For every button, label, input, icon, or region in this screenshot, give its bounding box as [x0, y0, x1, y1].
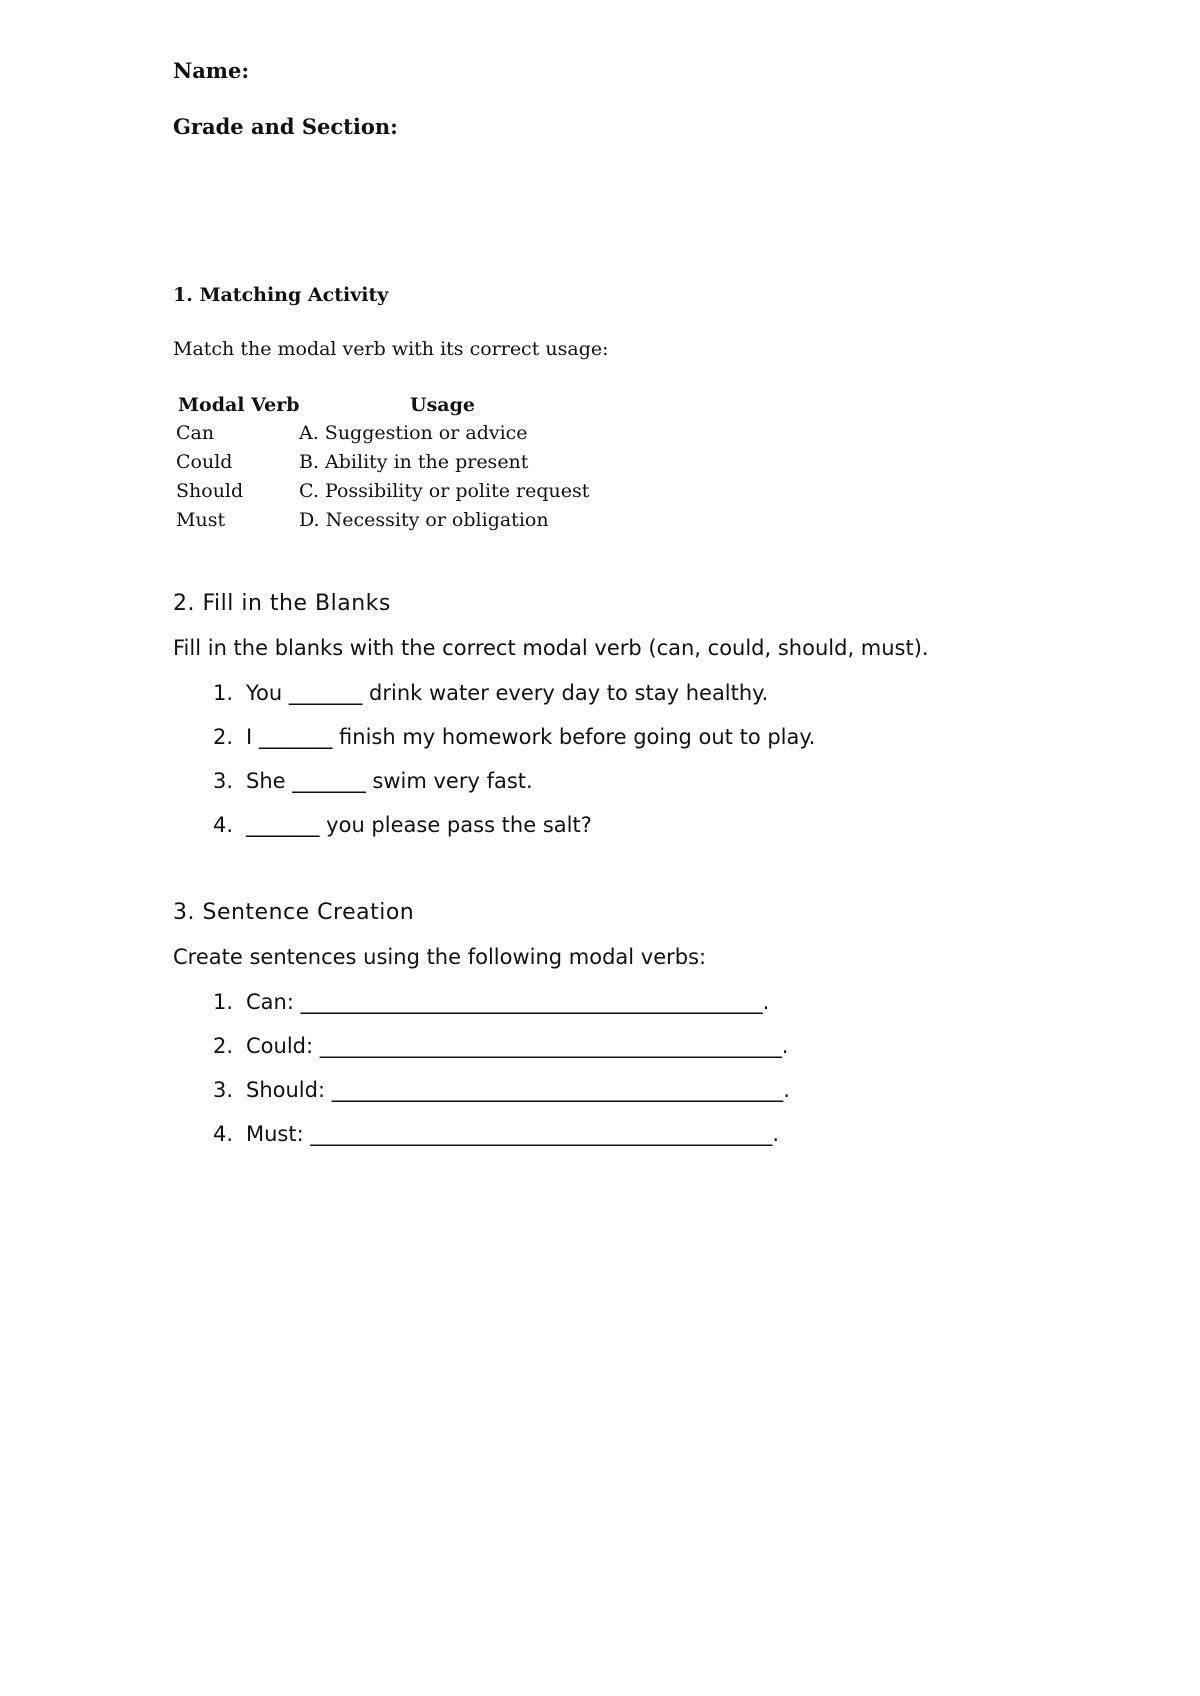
table-cell-usage: B. Ability in the present [299, 451, 529, 473]
section2-title: 2. Fill in the Blanks [173, 591, 391, 616]
section1-instruction: Match the modal verb with its correct usage: [173, 338, 609, 360]
section3-instruction: Create sentences using the following modal verbs: [173, 945, 707, 969]
table-cell-verb: Could [176, 451, 233, 473]
name-label: Name: [173, 58, 250, 83]
sentence-item[interactable]: Could: ____________________________________________. [246, 1034, 789, 1058]
fill-blank-item[interactable]: She _______ swim very fast. [246, 769, 533, 793]
list-number: 3. [212, 1078, 233, 1102]
sentence-item[interactable]: Should: ___________________________________________. [246, 1078, 790, 1102]
table-header-modal-verb: Modal Verb [178, 394, 300, 416]
list-number: 2. [212, 725, 233, 749]
fill-blank-item[interactable]: _______ you please pass the salt? [246, 813, 592, 837]
table-header-usage: Usage [410, 394, 475, 416]
table-cell-usage: D. Necessity or obligation [299, 509, 549, 531]
section1-title: 1. Matching Activity [173, 284, 389, 306]
table-cell-verb: Can [176, 422, 215, 444]
list-number: 4. [212, 813, 233, 837]
table-cell-usage: C. Possibility or polite request [299, 480, 590, 502]
list-number: 1. [212, 681, 233, 705]
section3-title: 3. Sentence Creation [173, 900, 415, 925]
table-cell-usage: A. Suggestion or advice [299, 422, 528, 444]
table-cell-verb: Should [176, 480, 244, 502]
sentence-item[interactable]: Can: ____________________________________________. [246, 990, 770, 1014]
list-number: 3. [212, 769, 233, 793]
fill-blank-item[interactable]: You _______ drink water every day to stay healthy. [246, 681, 769, 705]
list-number: 4. [212, 1122, 233, 1146]
list-number: 2. [212, 1034, 233, 1058]
sentence-item[interactable]: Must: ____________________________________________. [246, 1122, 780, 1146]
list-number: 1. [212, 990, 233, 1014]
section2-instruction: Fill in the blanks with the correct modal verb (can, could, should, must). [173, 636, 929, 660]
grade-section-label: Grade and Section: [173, 114, 398, 139]
table-cell-verb: Must [176, 509, 226, 531]
fill-blank-item[interactable]: I _______ finish my homework before going out to play. [246, 725, 816, 749]
